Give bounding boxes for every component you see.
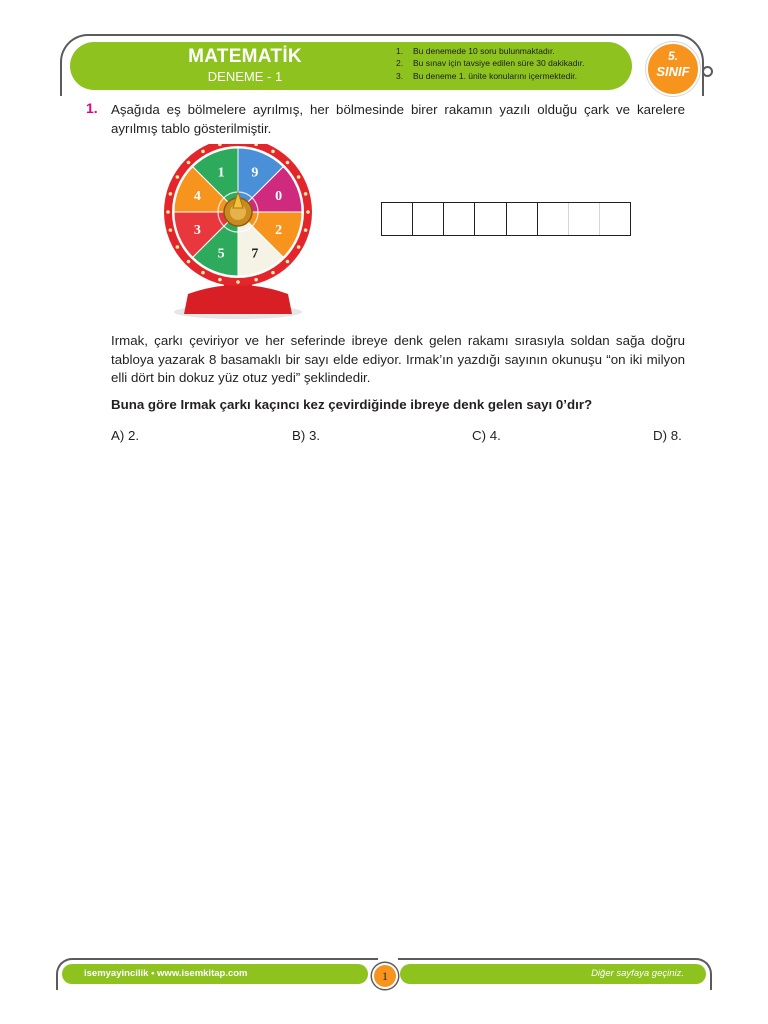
exam-note: 1. Bu denemede 10 soru bulunmaktadır. [396,46,555,56]
answer-option-d[interactable]: D) 8. [653,428,682,443]
wheel-rim-light [304,192,308,196]
exam-notes [396,45,626,82]
wheel-rim-light [176,245,180,249]
wheel-rim-light [169,228,173,232]
wheel-rim-light [271,150,275,154]
digit-table-cell [600,203,630,235]
wheel-digit-label: 4 [193,189,201,205]
question-body: Irmak, çarkı çeviriyor ve her seferinde ibreye denk gelen rakamı sırasıyla soldan sağa doğru tabloya yazarak 8 basamaklı bir sayı elde ediyor. Irmak’ın yazdığı sayının okunuşu “on iki milyon elli dört bin dokuz yüz otuz yedi” şeklindedir. [111,333,685,385]
wheel-rim-light [286,161,290,165]
exam-note: 2. Bu sınav için tavsiye edilen süre 30 dakikadır. [396,58,585,69]
page-number: 1 [372,963,398,989]
spinning-wheel-illustration [158,144,318,324]
wheel-rim-light [271,271,275,275]
digit-table-cell [444,203,475,235]
wheel-rim-light [297,175,301,179]
wheel-rim-light [304,228,308,232]
wheel-digit-label: 2 [275,222,283,238]
wheel-rim-light [306,210,310,214]
page-subtitle: DENEME - 1 [207,69,283,84]
wheel-digit-label: 0 [275,189,283,205]
wheel-rim-light [201,150,205,154]
question-number: 1. [86,100,98,116]
spinning-wheel-svg [158,144,318,324]
wheel-digit-label: 5 [217,246,225,262]
wheel-digit-label: 3 [193,222,201,238]
exam-note: 3. Bu deneme 1. ünite konularını içermektedir. [396,70,577,81]
question-intro: Aşağıda eş bölmelere ayrılmış, her bölmesinde birer rakamın yazılı olduğu çark ve karelere ayrılmış tablo gösterilmiştir. [111,102,685,136]
page-title: MATEMATİK [188,46,302,67]
wheel-rim-light [254,278,258,282]
wheel-stand [184,285,292,314]
wheel-rim-light [236,280,240,284]
wheel-rim-light [166,210,170,214]
wheel-digit-label: 1 [217,165,225,181]
wheel-rim-light [286,260,290,264]
answer-option-b[interactable]: B) 3. [292,428,321,443]
wheel-rim-light [187,161,191,165]
answer-option-c[interactable]: C) 4. [472,428,501,443]
wheel-rim-light [176,175,180,179]
next-page-note: Diğer sayfaya geçiniz. [400,964,706,984]
digit-table-cell [569,203,600,235]
header-frame-dot [702,66,713,77]
digit-table-cell [413,203,444,235]
wheel-rim-light [218,278,222,282]
wheel-rim-light [297,245,301,249]
wheel-digit-label: 7 [251,246,259,262]
question-prompt: Buna göre Irmak çarkı kaçıncı kez çevirdiğinde ibreye denk gelen sayı 0’dır? [111,397,593,412]
answer-option-a[interactable]: A) 2. [111,428,140,443]
wheel-rim-light [169,192,173,196]
publisher-footer: isemyayincilik • www.isemkitap.com [62,964,368,984]
wheel-digit-label: 9 [251,165,259,181]
digit-table-cell [507,203,538,235]
digit-table-cell [538,203,569,235]
wheel-rim-light [201,271,205,275]
digit-table [381,202,631,236]
digit-table-cell [475,203,506,235]
digit-table-cell [382,203,413,235]
grade-badge: 5. SINIF [646,42,700,96]
wheel-rim-light [187,260,191,264]
